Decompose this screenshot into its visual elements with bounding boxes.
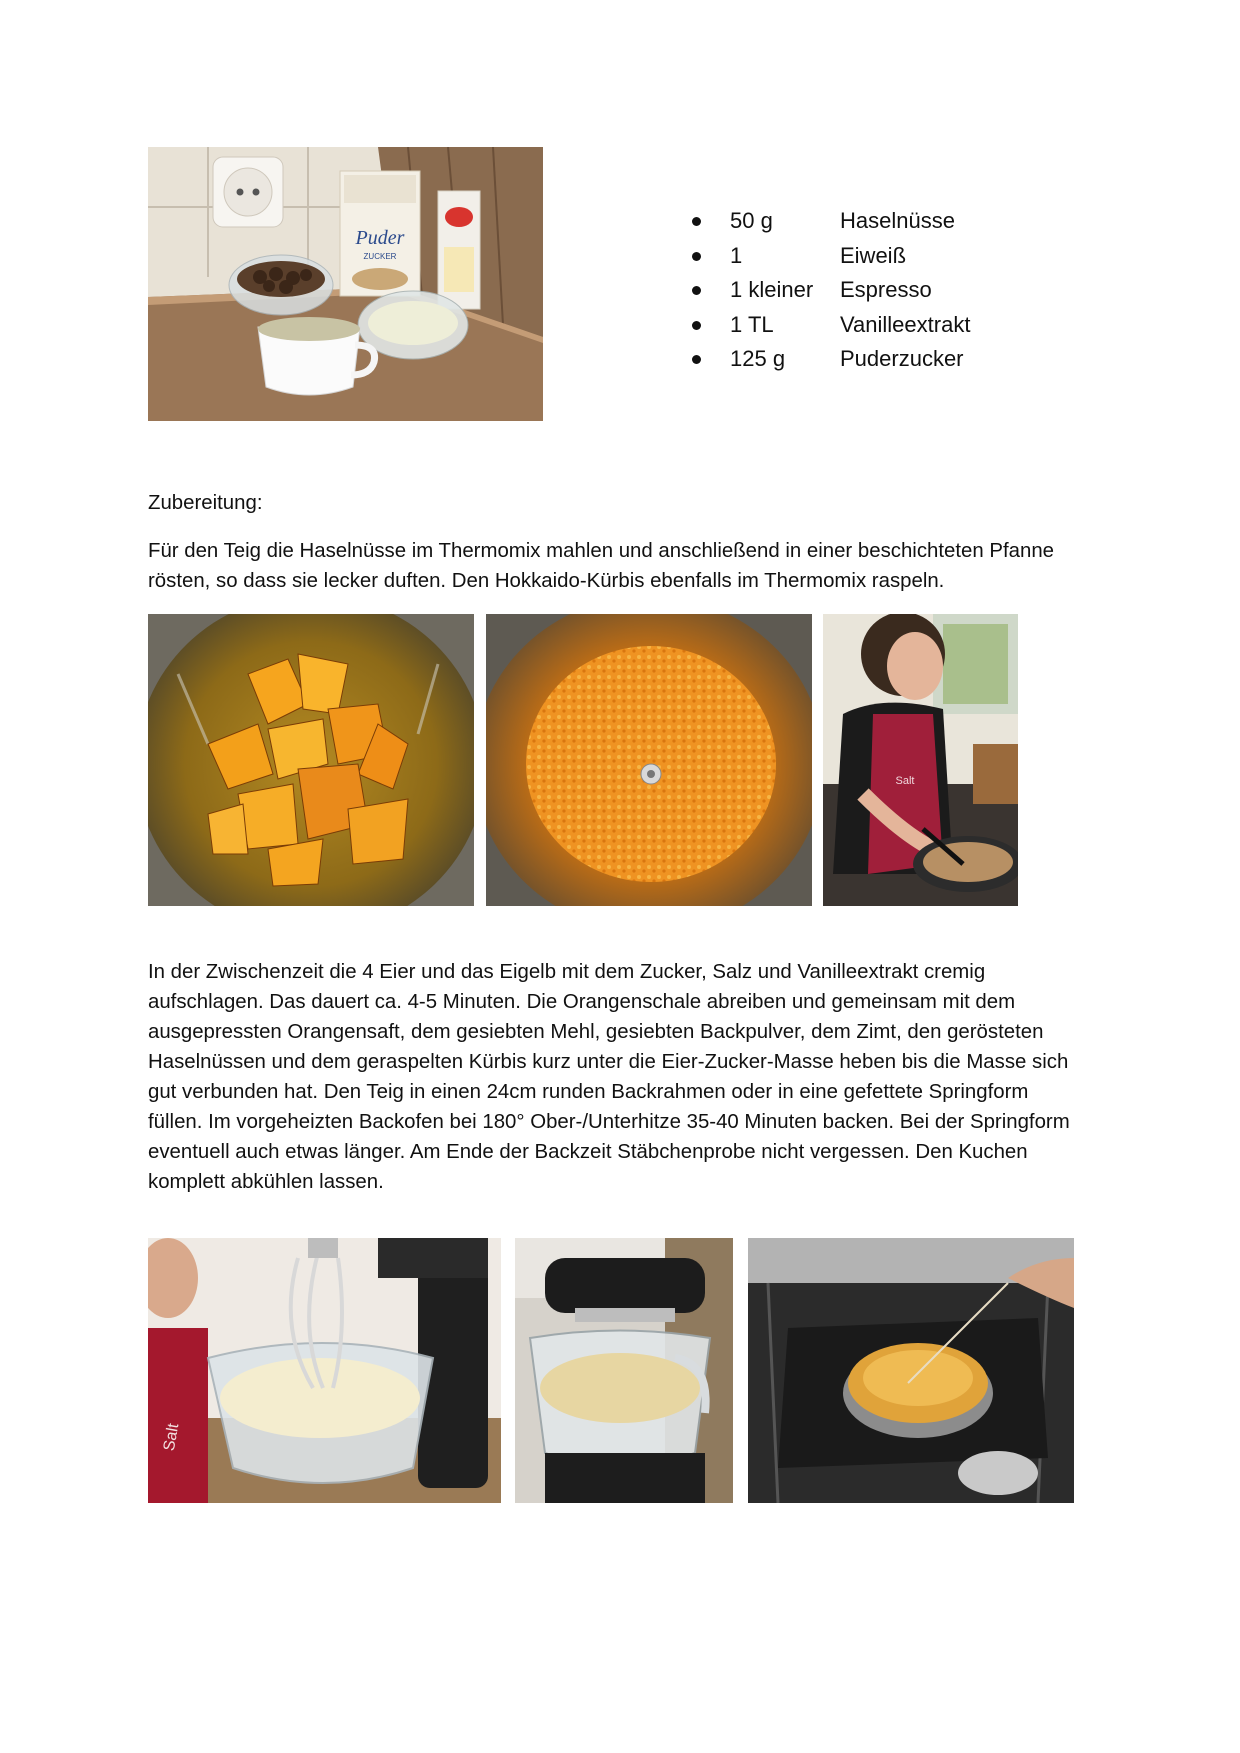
paragraph-intro: Für den Teig die Haselnüsse im Thermomix mahlen und anschließend in einer beschichteten Pfanne rösten, so dass sie lecker duften. Den Hokkaido-Kürbis ebenfalls im Thermomix raspeln. <box>148 540 1055 592</box>
ingredient-quantity: 1 TL <box>730 311 774 337</box>
ingredient-name: Espresso <box>840 277 932 302</box>
ingredient-item <box>692 308 1032 343</box>
ingredients-photo <box>148 147 543 421</box>
section-heading: Zubereitung: <box>148 492 263 514</box>
puder-box-label: Puder <box>355 227 405 249</box>
ingredient-quantity: 1 <box>730 242 743 268</box>
roasting-hazelnuts-photo <box>823 614 1018 906</box>
puder-box-sublabel: ZUCKER <box>363 252 397 261</box>
apron-label: Salt <box>160 1422 183 1453</box>
ingredient-name: Puderzucker <box>840 346 964 371</box>
ingredient-quantity: 125 g <box>730 346 786 371</box>
ingredient-name: Haselnüsse <box>840 208 955 233</box>
ingredient-item <box>692 204 1032 239</box>
ingredient-item <box>692 342 1032 377</box>
ingredient-quantity: 50 g <box>730 208 773 233</box>
paragraph-method: In der Zwischenzeit die 4 Eier und das Eigelb mit dem Zucker, Salz und Vanilleextrakt cremig aufschlagen. Das dauert ca. 4-5 Minuten. Die Orangenschale abreiben und gemeinsam mit dem ausgepressten Orangensaft, dem gesiebten Mehl, gesiebten Backpulver, dem Zimt, den gerösteten Haselnüssen und dem geraspelten Kürbis kurz unter die Eier-Zucker-Masse heben bis die Masse sich gut verbunden hat. Den Teig in einen 24cm runden Backrahmen oder in eine gefettete Springform füllen. Im vorgeheizten Backofen bei 180° Ober-/Unterhitze 35-40 Minuten backen. Bei der Springform eventuell auch etwas länger. Am Ende der Backzeit Stäbchenprobe nicht vergessen. Den Kuchen komplett abkühlen lassen. <box>148 961 1070 1193</box>
bullet-icon <box>692 321 701 330</box>
pumpkin-pieces-photo <box>148 614 474 906</box>
ingredient-quantity: 1 kleiner <box>730 277 814 302</box>
bullet-icon <box>692 252 701 261</box>
ingredient-item <box>692 273 1032 308</box>
ingredient-list <box>692 204 1032 377</box>
baked-cake-in-oven-photo <box>748 1238 1074 1503</box>
mixing-eggs-photo <box>148 1238 501 1503</box>
apron-label: Salt <box>895 775 915 787</box>
grated-pumpkin-photo <box>486 614 812 906</box>
ingredient-item <box>692 239 1032 274</box>
bullet-icon <box>692 355 701 364</box>
bullet-icon <box>692 286 701 295</box>
ingredient-name: Eiweiß <box>840 242 907 268</box>
bullet-icon <box>692 217 701 226</box>
kitchen-mixer-photo <box>515 1238 733 1503</box>
ingredient-name: Vanilleextrakt <box>840 311 971 337</box>
